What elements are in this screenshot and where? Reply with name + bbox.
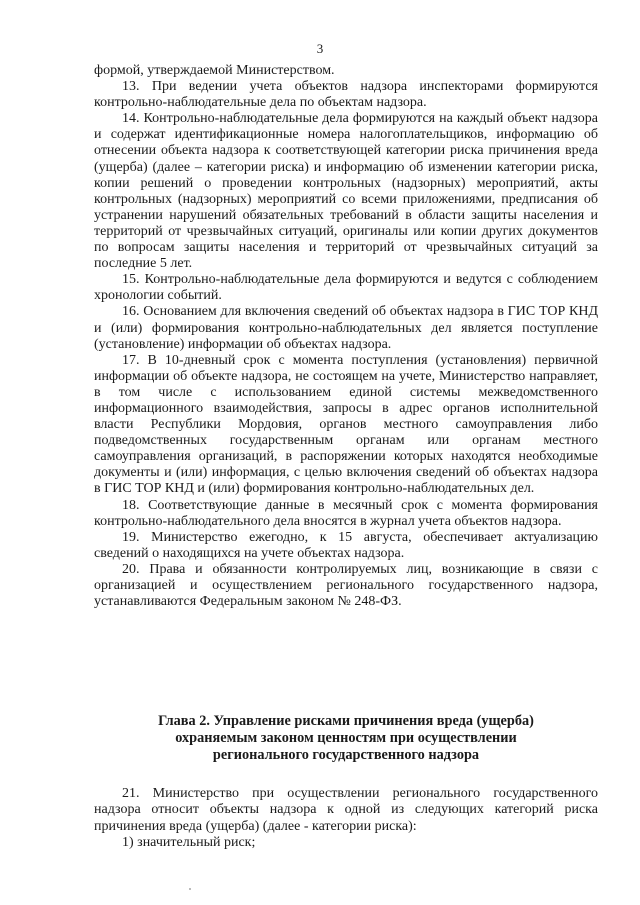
- paragraph-21: 21. Министерство при осуществлении регионального государственного надзора относит объекты надзора к одной из следующих категорий риска причинения вреда (ущерба) (далее - категории риска):: [94, 786, 598, 834]
- scan-artifact: [189, 888, 191, 890]
- paragraph-20: 20. Права и обязанности контролируемых лиц, возникающие в связи с организацией и осуществлением регионального государственного надзора, устанавливаются Федеральным законом № 248-ФЗ.: [94, 561, 598, 610]
- paragraph-13: 13. При ведении учета объектов надзора инспекторами формируются контрольно-наблюдательные дела по объектам надзора.: [94, 79, 598, 111]
- paragraph-16: 16. Основанием для включения сведений об объектах надзора в ГИС ТОР КНД и (или) формирования контрольно-наблюдательных дел является поступление (установление) информации об объектах надзора.: [94, 304, 598, 352]
- chapter-heading: [94, 713, 598, 764]
- document-body: [94, 63, 598, 610]
- chapter-heading-line3: регионального государственного надзора: [212, 747, 480, 763]
- paragraph-12-end: формой, утверждаемой Министерством.: [94, 63, 335, 78]
- paragraph-19: 19. Министерство ежегодно, к 15 августа, обеспечивает актуализацию сведений о находящихся на учете объектах надзора.: [94, 529, 598, 561]
- paragraph-17: 17. В 10-дневный срок с момента поступления (установления) первичной информации об объекте надзора, не состоящем на учете, Министерство направляет, в том числе с использованием единой системы межведомственного информационного взаимодействия, запросы в адрес органов исполнительной власти Республики Мордовия, органов местного самоуправления либо подведомственных государственным органам или органам местного самоуправления организаций, в распоряжении которых находятся необходимые документы и (или) информация, с целью включения сведений об объектах надзора в ГИС ТОР КНД и (или) формирования контрольно-наблюдательных дел.: [94, 352, 598, 497]
- paragraph-18: 18. Соответствующие данные в месячный срок с момента формирования контрольно-наблюдательного дела вносятся в журнал учета объектов надзора.: [94, 497, 598, 529]
- chapter-heading-line1: Глава 2. Управление рисками причинения вреда (ущерба): [158, 713, 534, 729]
- list-item-1: 1) значительный риск;: [122, 834, 256, 850]
- chapter-2-body: [94, 786, 598, 851]
- page-number: 3: [316, 41, 324, 56]
- paragraph-14: 14. Контрольно-наблюдательные дела формируются на каждый объект надзора и содержат идентификационные номера налогоплательщиков, информацию об отнесении объекта надзора к соответствующей категории риска причинения вреда (ущерба) (далее – категории риска) и информацию об изменении категории риска, копии решений о проведении контрольных (надзорных) мероприятий, акты контрольных (надзорных) мероприятий со всеми приложениями, предписания об устранении нарушений обязательных требований в области защиты населения и территорий от чрезвычайных ситуаций, оригиналы или копии других документов по вопросам защиты населения и территорий от чрезвычайных ситуаций за последние 5 лет.: [94, 111, 598, 272]
- chapter-heading-line2: охраняемым законом ценностям при осуществлении: [175, 730, 517, 746]
- paragraph-15: 15. Контрольно-наблюдательные дела формируются и ведутся с соблюдением хронологии событий.: [94, 272, 598, 304]
